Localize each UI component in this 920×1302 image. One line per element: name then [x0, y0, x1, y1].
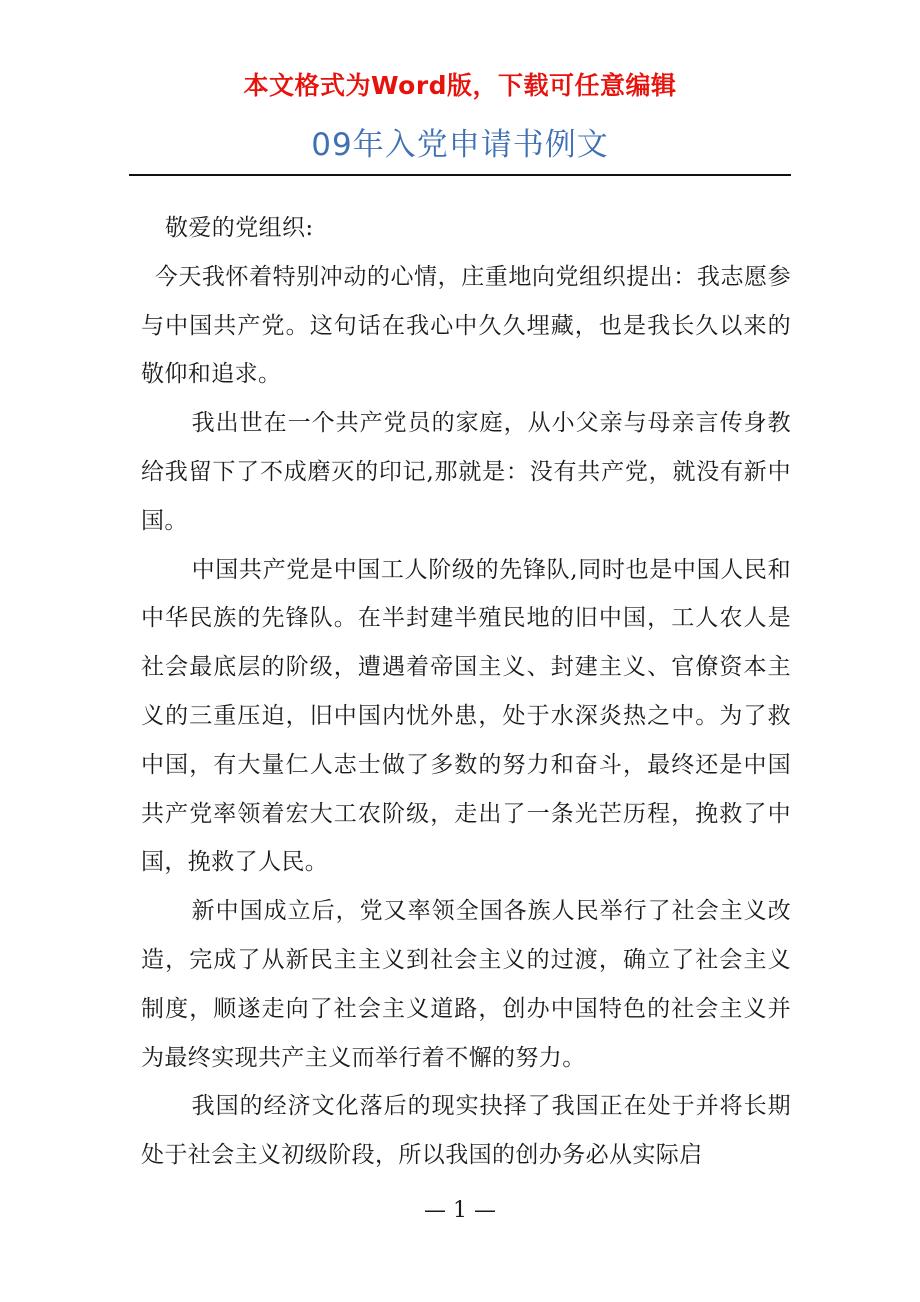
title-divider [129, 174, 791, 176]
paragraph-5: 我国的经济文化落后的现实抉择了我国正在处于并将长期处于社会主义初级阶段，所以我国的创办务必从实际启 [141, 1093, 791, 1169]
document-title: 09年入党申请书例文 [311, 127, 609, 163]
paragraph-4: 新中国成立后，党又率领全国各族人民举行了社会主义改造，完成了从新民主主义到社会主义的过渡，确立了社会主义制度，顺遂走向了社会主义道路，创办中国特色的社会主义并为最终实现共产主义而举行着不懈的努力。 [141, 898, 791, 1071]
paragraph-3: 中国共产党是中国工人阶级的先锋队,同时也是中国人民和中华民族的先锋队。在半封建半殖民地的旧中国，工人农人是社会最底层的阶级，遭遇着帝国主义、封建主义、官僚资本主义的三重压迫，旧中国内忧外患，处于水深炎热之中。为了救中国，有大量仁人志士做了多数的努力和奋斗，最终还是中国共产党率领着宏大工农阶级，走出了一条光芒历程，挽救了中国，挽救了人民。 [141, 556, 791, 876]
paragraph-2: 我出世在一个共产党员的家庭，从小父亲与母亲言传身教给我留下了不成磨灭的印记,那就是：没有共产党，就没有新中国。 [141, 410, 791, 534]
document-body [141, 204, 791, 1180]
format-notice-banner: 本文格式为Word版，下载可任意编辑 [243, 71, 677, 100]
page-number: — 1 — [424, 1198, 496, 1223]
paragraph-1: 今天我怀着特别冲动的心情，庄重地向党组织提出：我志愿参与中国共产党。这句话在我心中久久埋藏，也是我长久以来的敬仰和追求。 [141, 263, 791, 388]
salutation: 敬爱的党组织: [165, 215, 314, 241]
